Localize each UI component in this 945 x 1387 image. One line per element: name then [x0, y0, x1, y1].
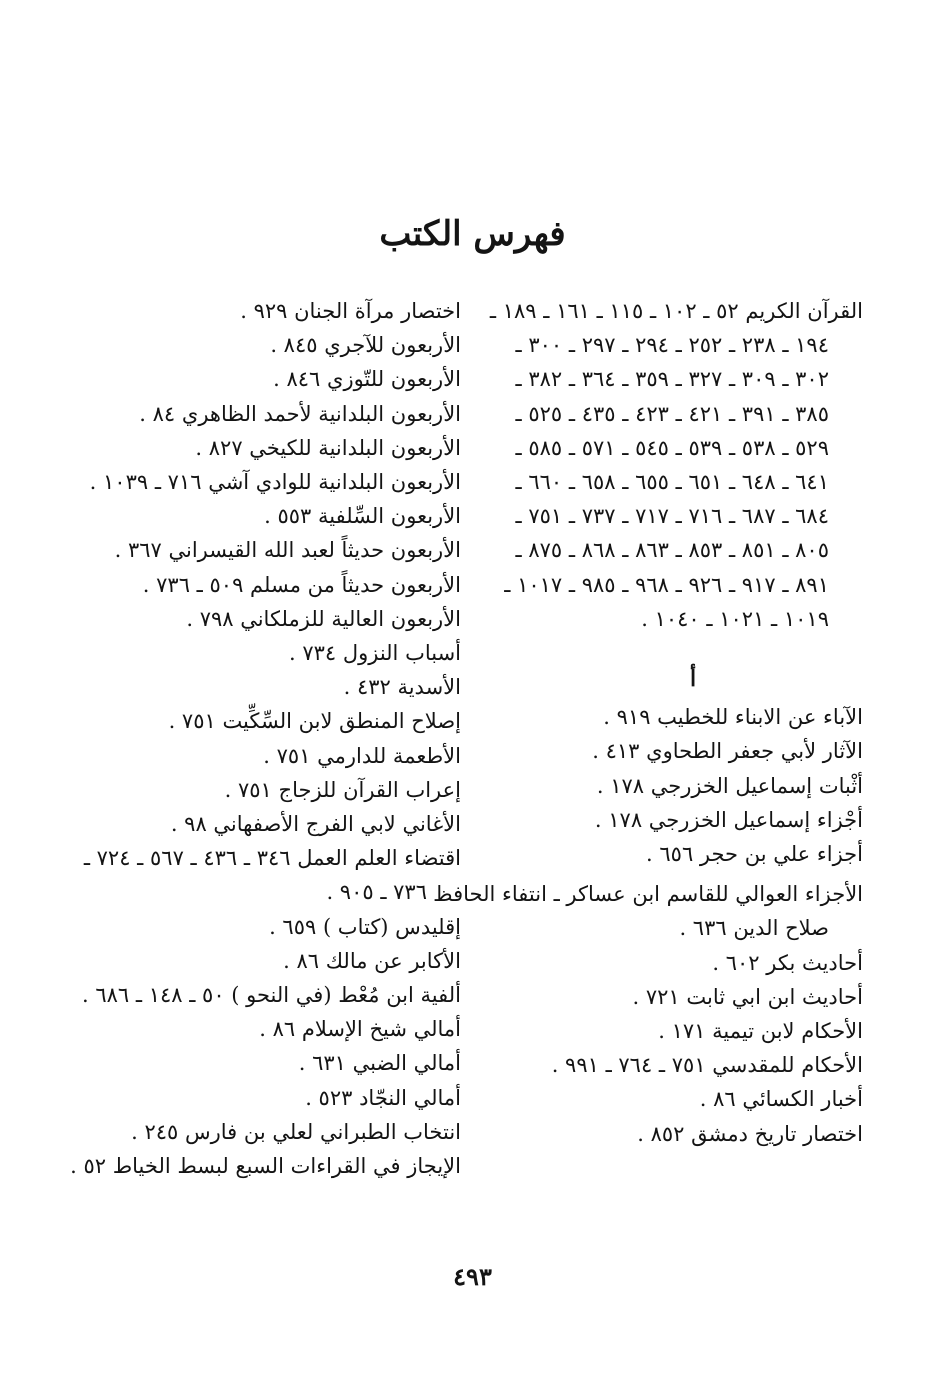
quran-line: ٣٠٢ ـ ٣٠٩ ـ ٣٢٧ ـ ٣٥٩ ـ ٣٦٤ ـ ٣٨٢ ـ: [515, 367, 829, 392]
index-entry: الأربعون حديثاً من مسلم ٥٠٩ ـ ٧٣٦ .: [142, 572, 461, 597]
index-entry: أخبار الكسائي ٨٦ .: [699, 1087, 863, 1112]
index-entry: الإيجاز في القراءات السبع لبسط الخياط ٥٢ .: [70, 1154, 461, 1179]
index-entry: اقتضاء العلم العمل ٣٤٦ ـ ٤٣٦ ـ ٥٦٧ ـ ٧٢٤ ـ: [83, 846, 461, 871]
index-entry: الأربعون حديثاً لعبد الله القيسراني ٣٦٧ .: [114, 538, 461, 563]
index-entry: الآباء عن الابناء للخطيب ٩١٩ .: [603, 705, 863, 730]
page-title: فهرس الكتب: [379, 214, 566, 254]
index-entry: أمالي الضبي ٦٣١ .: [298, 1051, 461, 1076]
index-entry: الأسدية ٤٣٢ .: [343, 675, 461, 700]
index-entry: الأربعون للتّوزي ٨٤٦ .: [273, 367, 461, 392]
index-entry: أمالي النجّاد ٥٢٣ .: [305, 1085, 461, 1110]
index-entry: أجْزاء إسماعيل الخزرجي ١٧٨ .: [594, 807, 863, 832]
left-column: [61, 294, 461, 1183]
index-entry-continuation: صلاح الدين ٦٣٦ .: [679, 916, 829, 941]
index-entry: أجزاء علي بن حجر ٦٥٦ .: [646, 842, 863, 867]
quran-line: ٨٩١ ـ ٩١٧ ـ ٩٢٦ ـ ٩٦٨ ـ ٩٨٥ ـ ١٠١٧ ـ: [504, 572, 829, 597]
index-entry: الأربعون السِّلفية ٥٥٣ .: [264, 504, 461, 529]
quran-line: ٥٢٩ ـ ٥٣٨ ـ ٥٣٩ ـ ٥٤٥ ـ ٥٧١ ـ ٥٨٥ ـ: [515, 435, 829, 460]
index-entry: أحاديث بكر ٦٠٢ .: [712, 950, 863, 975]
quran-line: ٨٠٥ ـ ٨٥١ ـ ٨٥٣ ـ ٨٦٣ ـ ٨٦٨ ـ ٨٧٥ ـ: [515, 538, 829, 563]
section-letter: أ: [689, 666, 697, 693]
index-entry: الأغاني لابي الفرج الأصفهاني ٩٨ .: [170, 812, 461, 837]
index-entry: الأربعون للآجري ٨٤٥ .: [270, 333, 461, 358]
index-entry: اختصار تاريخ دمشق ٨٥٢ .: [637, 1121, 863, 1146]
index-entry-continuation: ٧٣٦ ـ ٩٠٥ .: [326, 880, 427, 905]
index-entry: الأكابر عن مالك ٨٦ .: [283, 948, 461, 973]
index-entry: الأربعون البلدانية للكيخي ٨٢٧ .: [195, 435, 461, 460]
quran-line: ١٠١٩ ـ ١٠٢١ ـ ١٠٤٠ .: [641, 606, 829, 631]
index-entry: اختصار مرآة الجنان ٩٢٩ .: [240, 299, 461, 323]
index-entry: الأربعون البلدانية لأحمد الظاهري ٨٤ .: [139, 401, 461, 426]
index-entry: إعراب القرآن للزجاج ٧٥١ .: [224, 777, 461, 802]
quran-line: ٣٨٥ ـ ٣٩١ ـ ٤٢١ ـ ٤٢٣ ـ ٤٣٥ ـ ٥٢٥ ـ: [515, 401, 829, 426]
quran-line: ٦٤١ ـ ٦٤٨ ـ ٦٥١ ـ ٦٥٥ ـ ٦٥٨ ـ ٦٦٠ ـ: [515, 470, 829, 495]
index-entry: أحاديث ابن ابي ثابت ٧٢١ .: [632, 984, 863, 1009]
index-entry: إصلاح المنطق لابن السِّكِّيت ٧٥١ .: [168, 709, 461, 734]
index-entry: إقليدس (كتاب ) ٦٥٩ .: [269, 914, 461, 939]
quran-line: ١٩٤ ـ ٢٣٨ ـ ٢٥٢ ـ ٢٩٤ ـ ٢٩٧ ـ ٣٠٠ ـ: [515, 333, 829, 358]
index-entry: الأربعون البلدانية للوادي آشي ٧١٦ ـ ١٠٣٩ .: [89, 470, 461, 495]
right-column: [433, 294, 863, 1151]
index-entry: الأجزاء العوالي للقاسم ابن عساكر ـ انتفاء الحافظ: [433, 882, 863, 907]
quran-line: ٦٨٤ ـ ٦٨٧ ـ ٧١٦ ـ ٧١٧ ـ ٧٣٧ ـ ٧٥١ ـ: [515, 504, 829, 529]
index-entry: الأحكام لابن تيمية ١٧١ .: [658, 1019, 863, 1044]
page-number: ٤٩٣: [453, 1262, 492, 1291]
index-entry: أثْبات إسماعيل الخزرجي ١٧٨ .: [596, 773, 863, 798]
index-entry: الأحكام للمقدسي ٧٥١ ـ ٧٦٤ ـ ٩٩١ .: [551, 1053, 863, 1078]
index-entry: ألفية ابن مُعْط (في النحو ) ٥٠ ـ ١٤٨ ـ ٦٨٦ .: [81, 983, 461, 1008]
index-entry: انتخاب الطبراني لعلي بن فارس ٢٤٥ .: [131, 1119, 461, 1144]
index-entry: الآثار لأبي جعفر الطحاوي ٤١٣ .: [592, 739, 863, 764]
index-entry: أسباب النزول ٧٣٤ .: [288, 641, 461, 666]
index-entry: الأطعمة للدارمي ٧٥١ .: [263, 743, 461, 768]
index-entry: الأربعون العالية للزملكاني ٧٩٨ .: [186, 606, 461, 631]
quran-line: القرآن الكريم ٥٢ ـ ١٠٢ ـ ١١٥ ـ ١٦١ ـ ١٨٩ ـ: [489, 299, 863, 323]
index-entry: أمالي شيخ الإسلام ٨٦ .: [259, 1017, 461, 1042]
